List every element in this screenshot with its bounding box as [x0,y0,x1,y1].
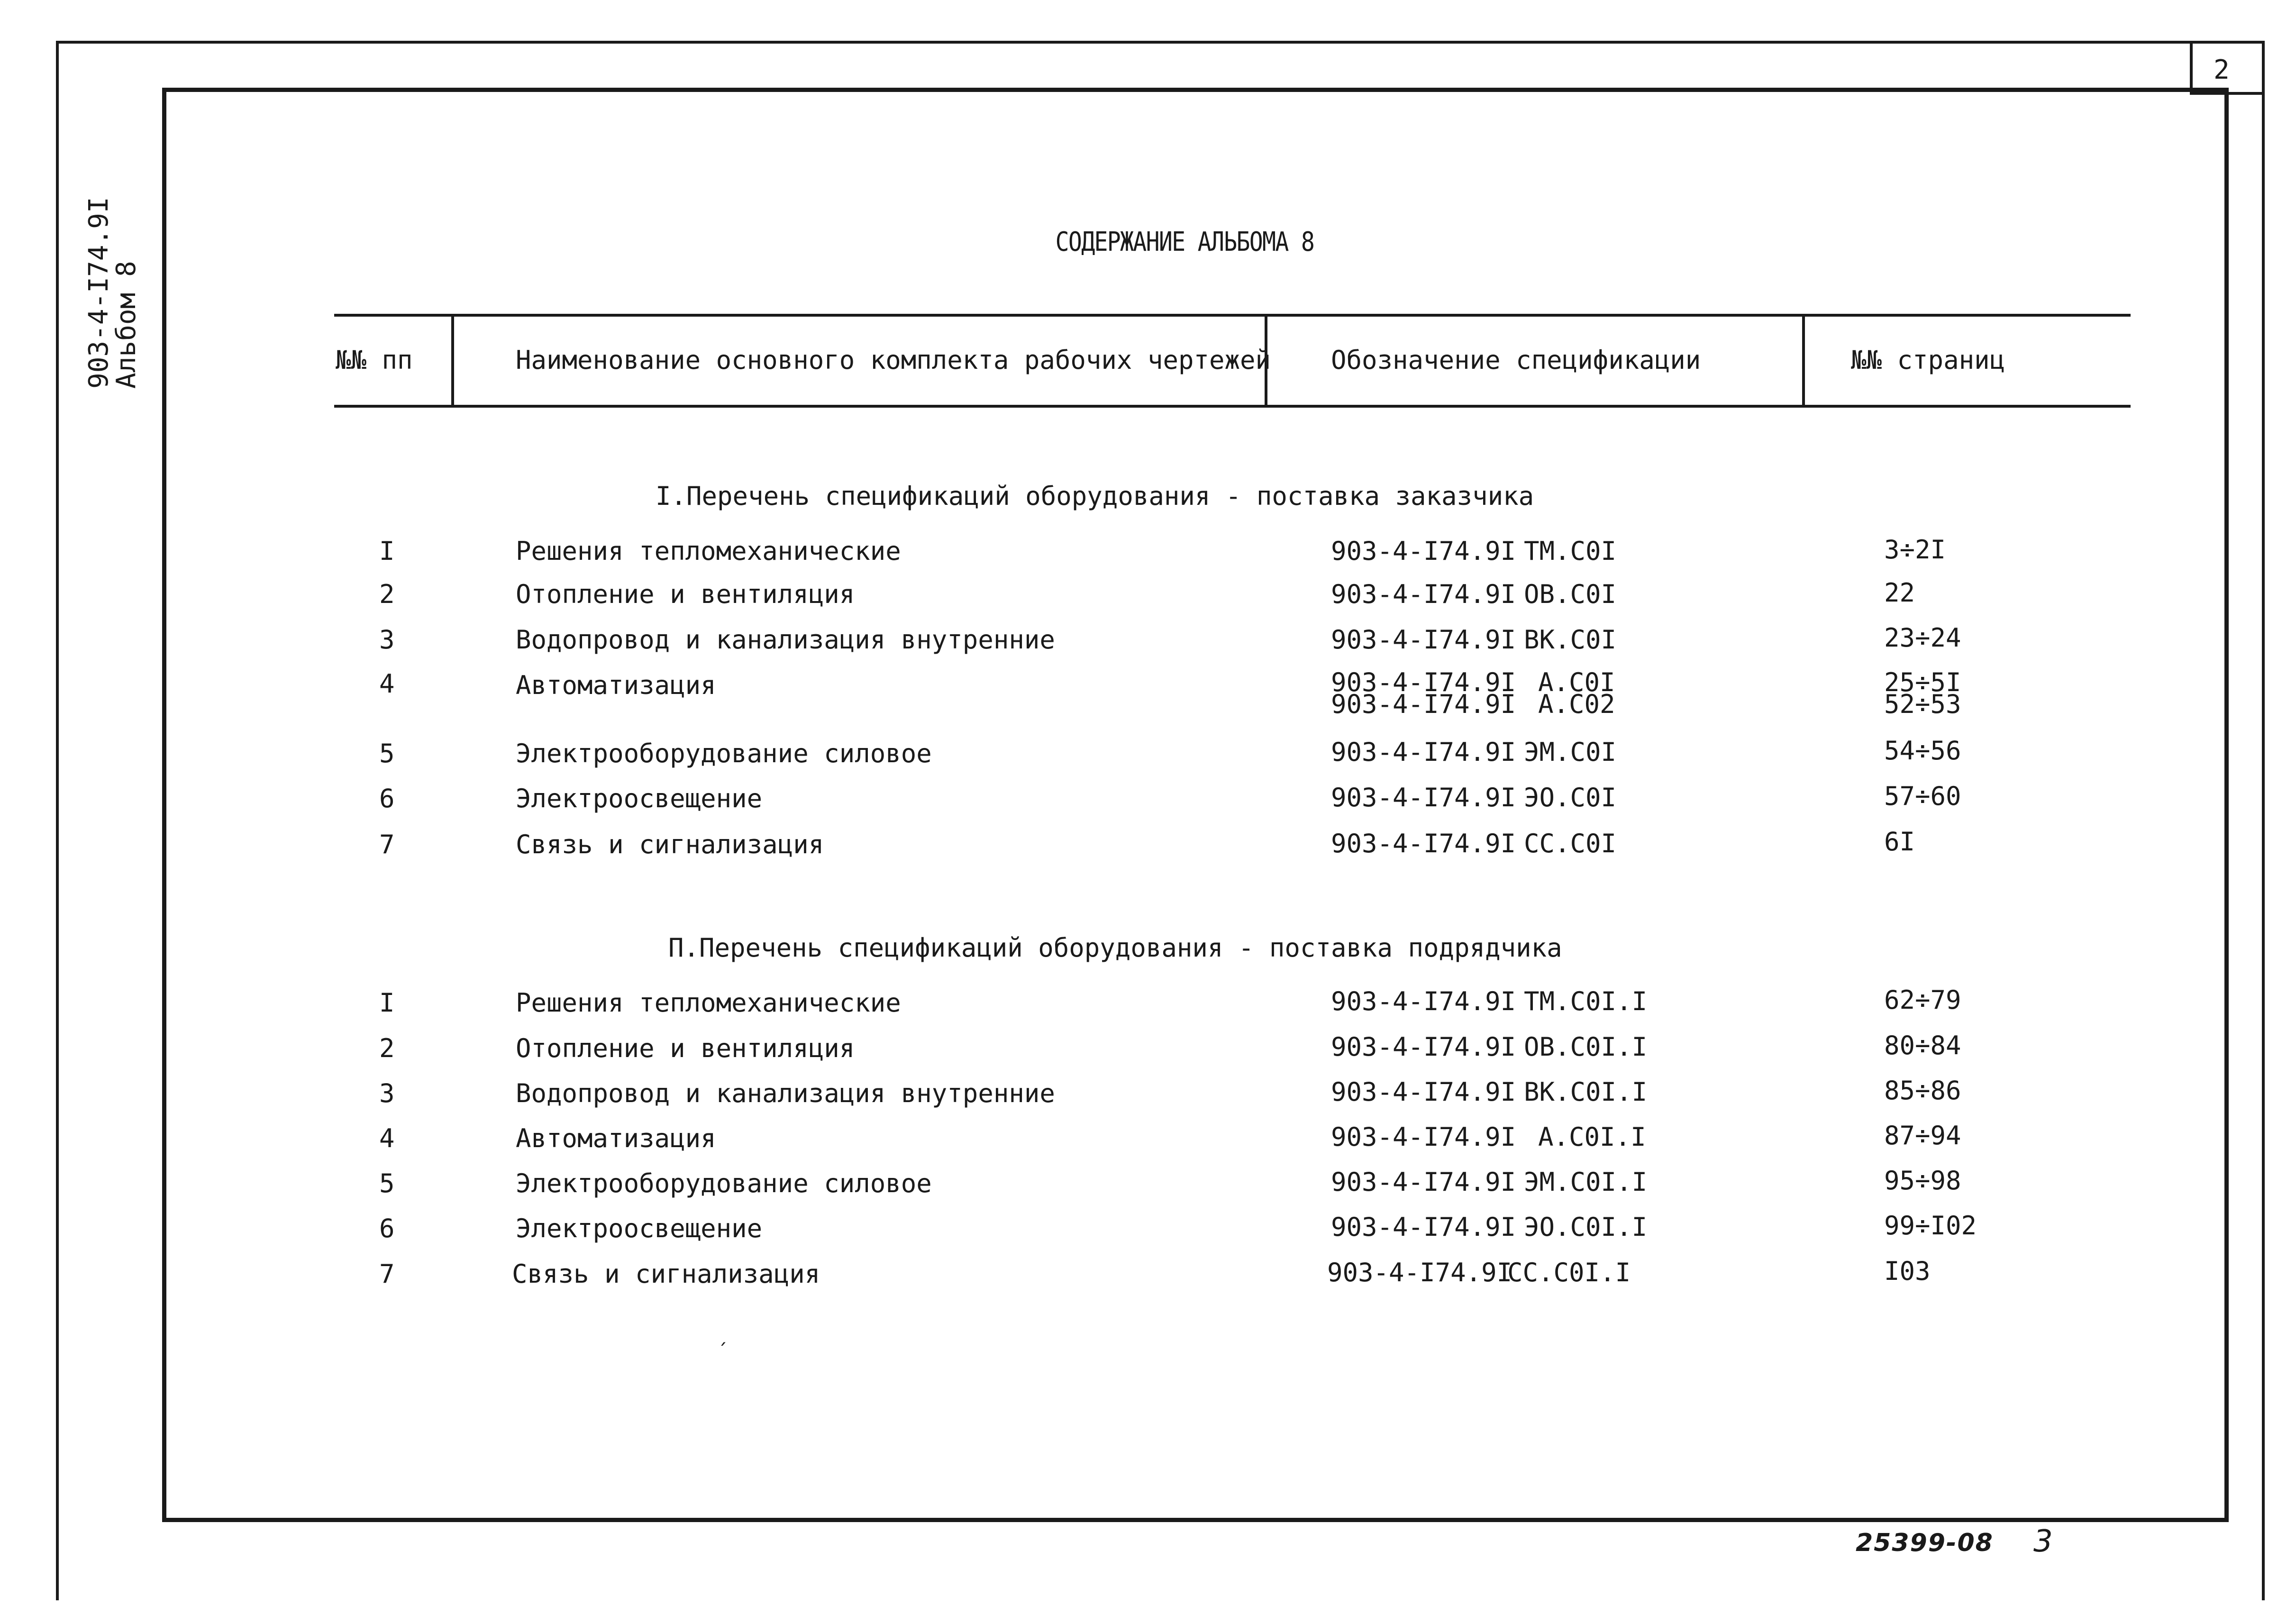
row-name: Отопление и вентиляция [516,1033,855,1063]
row-name: Электрооборудование силовое [516,739,932,768]
row-code: 903-4-I74.9I [1331,1212,1516,1242]
document-title-text: СОДЕРЖАНИЕ АЛЬБОМА 8 [1055,227,1314,257]
row-name: Решения тепломеханические [516,988,901,1018]
row-code: 903-4-I74.9I [1327,1258,1512,1287]
header-col-separator [451,314,454,405]
row-code: 903-4-I74.9I [1331,986,1516,1016]
header-name: Наименование основного комплекта рабочих чертежей [516,345,1271,375]
row-num: 7 [379,1259,395,1289]
row-code: 903-4-I74.9I [1331,689,1516,719]
row-pages: 85÷86 [1884,1076,1961,1105]
row-code: 903-4-I74.9I [1331,1122,1516,1152]
row-code: 903-4-I74.9I [1331,829,1516,858]
outer-frame-top [56,41,2265,44]
side-stamp-code: 903-4-I74.9I [83,197,114,389]
row-name: Электрооборудование силовое [516,1168,932,1198]
row-num: 4 [379,669,395,699]
footer-sheet-number: 3 [2033,1524,2053,1559]
row-spec: ТМ.С0I.I [1524,986,1648,1016]
row-pages: 54÷56 [1884,736,1961,766]
row-pages: 23÷24 [1884,623,1961,653]
row-name: Водопровод и канализация внутренние [516,1078,1055,1108]
row-num: 4 [379,1123,395,1153]
row-spec: ЭМ.С0I.I [1524,1167,1648,1197]
row-pages: 3÷2I [1884,535,1946,565]
side-stamp-album: Альбом 8 [111,261,142,389]
row-name: Автоматизация [516,1123,716,1153]
header-spec: Обозначение спецификации [1331,345,1701,375]
header-rule-top [334,314,2131,317]
row-name: Водопровод и канализация внутренние [516,625,1055,655]
stray-mark: ´ [717,1341,729,1362]
row-spec: ОВ.С0I.I [1524,1032,1648,1062]
row-num: I [379,988,395,1018]
row-spec: А.С0I.I [1538,1122,1646,1152]
row-spec: ТМ.С0I [1524,536,1617,566]
row-name: Электроосвещение [516,1213,763,1243]
row-spec: ВК.С0I [1524,625,1617,655]
header-rule-bottom [334,405,2131,408]
row-code: 903-4-I74.9I [1331,737,1516,767]
row-spec: СС.С0I [1524,829,1617,858]
row-num: 3 [379,625,395,655]
row-num: 2 [379,1033,395,1063]
row-name: Связь и сигнализация [516,830,824,859]
row-num: I [379,536,395,566]
row-code: 903-4-I74.9I [1331,625,1516,655]
side-stamp [85,197,140,389]
row-spec: ЭО.С0I.I [1524,1212,1648,1242]
row-code: 903-4-I74.9I [1331,1167,1516,1197]
row-spec: СС.С0I.I [1507,1258,1631,1287]
row-pages: 87÷94 [1884,1121,1961,1150]
row-spec: ВК.С0I.I [1524,1077,1648,1107]
page-number: 2 [2214,55,2230,85]
row-pages: 80÷84 [1884,1031,1961,1060]
header-pages: №№ страниц [1851,345,2005,375]
row-spec: А.С0I [1538,667,1615,697]
header-col-separator [1802,314,1805,405]
row-num: 3 [379,1078,395,1108]
row-pages: 57÷60 [1884,781,1961,811]
row-spec: ЭМ.С0I [1524,737,1617,767]
row-pages: I03 [1884,1256,1931,1286]
row-code: 903-4-I74.9I [1331,579,1516,609]
row-name: Автоматизация [516,670,716,700]
row-pages: 52÷53 [1884,689,1961,719]
row-code: 903-4-I74.9I [1331,667,1516,697]
row-num: 7 [379,830,395,859]
row-code: 903-4-I74.9I [1331,536,1516,566]
outer-frame-right [2262,41,2265,1600]
row-num: 6 [379,1213,395,1243]
row-spec: ЭО.С0I [1524,783,1617,812]
row-pages: 25÷5I [1884,667,1961,697]
header-num: №№ пп [336,345,413,375]
row-num: 2 [379,579,395,609]
row-name: Электроосвещение [516,784,763,813]
row-num: 5 [379,739,395,768]
row-num: 6 [379,784,395,813]
row-name: Решения тепломеханические [516,536,901,566]
row-pages: 62÷79 [1884,985,1961,1015]
row-num: 5 [379,1168,395,1198]
row-name: Связь и сигнализация [512,1259,820,1289]
row-pages: 22 [1884,578,1915,608]
row-code: 903-4-I74.9I [1331,1032,1516,1062]
row-pages: 95÷98 [1884,1166,1961,1195]
footer-archive-code: 25399-08 [1856,1529,1994,1557]
outer-frame-left [56,41,59,1600]
row-code: 903-4-I74.9I [1331,783,1516,812]
row-spec: А.С02 [1538,689,1615,719]
section-title: П.Перечень спецификаций оборудования - поставка подрядчика [668,933,1562,963]
section-title: I.Перечень спецификаций оборудования - поставка заказчика [656,481,1534,511]
row-code: 903-4-I74.9I [1331,1077,1516,1107]
document-title [161,227,2135,257]
row-pages: 6I [1884,827,1915,857]
row-spec: ОВ.С0I [1524,579,1617,609]
row-pages: 99÷I02 [1884,1211,1977,1241]
row-name: Отопление и вентиляция [516,579,855,609]
